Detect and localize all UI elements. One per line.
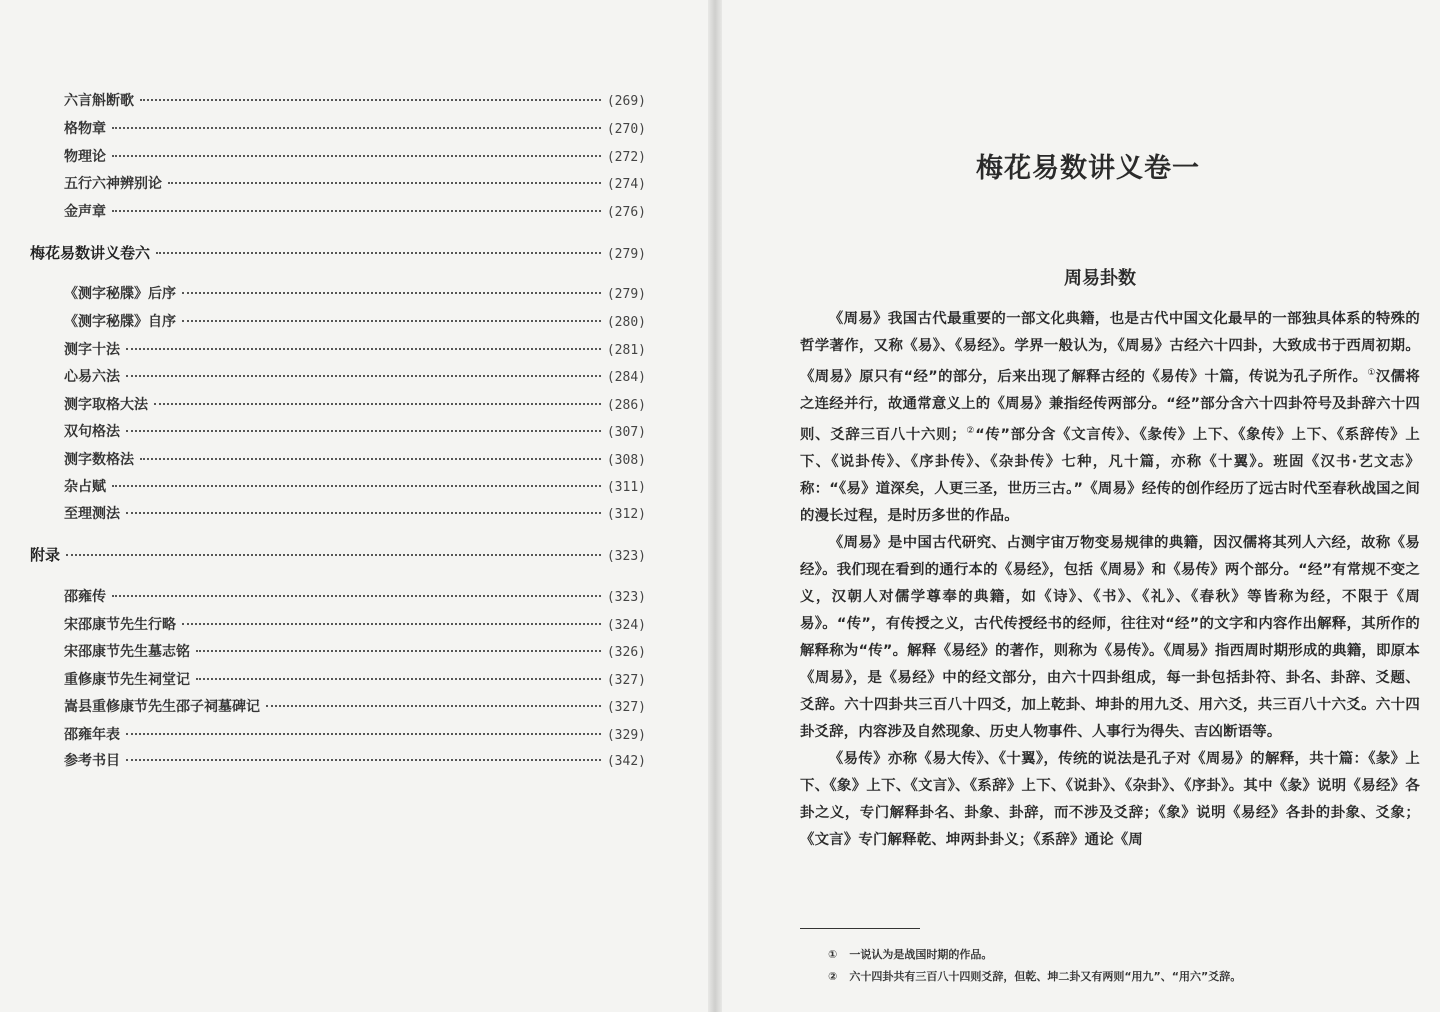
toc-leader-dots bbox=[140, 99, 601, 101]
toc-leader-dots bbox=[126, 512, 601, 514]
toc-entry-label: 物理论 bbox=[64, 149, 106, 165]
toc-entry-label: 参考书目 bbox=[64, 753, 120, 769]
toc-entry[interactable] bbox=[64, 313, 646, 332]
toc-page-number: (274) bbox=[606, 177, 646, 192]
footnotes bbox=[828, 944, 1241, 988]
toc-entry-label: 邵雍传 bbox=[64, 589, 106, 605]
toc-entry-label: 《测字秘牒》自序 bbox=[64, 314, 176, 330]
toc-page-number: (279) bbox=[606, 287, 646, 302]
toc-page-number: (269) bbox=[606, 94, 646, 109]
toc-page-number: (280) bbox=[606, 315, 646, 330]
toc-leader-dots bbox=[156, 252, 601, 254]
footnote-ref-2[interactable]: ② bbox=[965, 425, 976, 436]
toc-page-number: (312) bbox=[606, 507, 646, 522]
toc-leader-dots bbox=[126, 348, 601, 350]
toc-leader-dots bbox=[112, 210, 601, 212]
toc-entry[interactable] bbox=[64, 203, 646, 222]
toc-page-number: (324) bbox=[606, 618, 646, 633]
toc-entry-label: 重修康节先生祠堂记 bbox=[64, 672, 190, 688]
toc-entry[interactable] bbox=[64, 92, 646, 111]
paragraph-2: 《周易》是中国古代研究、占测宇宙万物变易规律的典籍，因汉儒将其列人六经，故称《易经》。我们现在看到的通行本的《易经》，包括《周易》和《易传》两个部分。“经”有常规不变之义，汉朝人对儒学尊奉的典籍，如《诗》、《书》、《礼》、《春秋》等皆称为经，不限于《周易》。“传”，有传授之义，古代传授经书的经师，往往对“经”的文字和内容作出解释，其所作的解释称为“传”。解释《易经》的著作，则称为《易传》。《周易》指西周时期形成的典籍，即原本《周易》，是《易经》中的经文部分，由六十四卦组成，每一卦包括卦符、卦名、卦辞、爻题、爻辞。六十四卦共三百八十四爻，加上乾卦、坤卦的用九爻、用六爻，共三百八十六爻。六十四卦爻辞，内容涉及自然现象、历史人物事件、人事行为得失、吉凶断语等。 bbox=[800, 534, 1420, 740]
toc-page-number: (307) bbox=[606, 425, 646, 440]
toc-page-number: (342) bbox=[606, 754, 646, 769]
toc-leader-dots bbox=[196, 650, 601, 652]
toc-entry[interactable] bbox=[64, 752, 646, 771]
toc-leader-dots bbox=[126, 430, 601, 432]
toc-entry[interactable] bbox=[64, 148, 646, 167]
toc-page-number: (327) bbox=[606, 700, 646, 715]
toc-page-number: (276) bbox=[606, 205, 646, 220]
toc-entry[interactable] bbox=[64, 396, 646, 415]
toc-entry[interactable] bbox=[64, 698, 646, 717]
toc-entry-label: 嵩县重修康节先生邵子祠墓碑记 bbox=[64, 699, 260, 715]
toc-entry[interactable] bbox=[64, 588, 646, 607]
chapter-title: 梅花易数讲义卷一 bbox=[976, 153, 1200, 184]
toc-entry-label: 测字十法 bbox=[64, 342, 120, 358]
toc-entry[interactable] bbox=[64, 423, 646, 442]
toc-entry-label: 五行六神辨别论 bbox=[64, 176, 162, 192]
footnote-mark: ① bbox=[828, 948, 838, 961]
toc-page-number: (272) bbox=[606, 150, 646, 165]
toc-entry[interactable] bbox=[64, 175, 646, 194]
toc-page-number: (311) bbox=[606, 480, 646, 495]
toc-entry[interactable] bbox=[64, 643, 646, 662]
footnote-1 bbox=[828, 944, 1241, 966]
toc-leader-dots bbox=[182, 320, 601, 322]
toc-leader-dots bbox=[140, 458, 601, 460]
toc-leader-dots bbox=[168, 182, 601, 184]
toc-entry[interactable] bbox=[64, 341, 646, 360]
toc-leader-dots bbox=[182, 623, 601, 625]
toc-page-number: (279) bbox=[606, 247, 646, 262]
toc-leader-dots bbox=[182, 292, 601, 294]
toc-page-number: (270) bbox=[606, 122, 646, 137]
toc-page-number: (323) bbox=[606, 549, 646, 564]
toc-entry-label: 宋邵康节先生行略 bbox=[64, 617, 176, 633]
toc-leader-dots bbox=[196, 678, 601, 680]
section-title: 周易卦数 bbox=[1064, 268, 1136, 289]
footnote-text: 六十四卦共有三百八十四则爻辞，但乾、坤二卦又有两则“用九”、“用六”爻辞。 bbox=[849, 970, 1242, 983]
toc-leader-dots bbox=[112, 485, 601, 487]
toc-entry-label: 金声章 bbox=[64, 204, 106, 220]
toc-leader-dots bbox=[266, 705, 601, 707]
toc-entry-label: 格物章 bbox=[64, 121, 106, 137]
toc-page-number: (326) bbox=[606, 645, 646, 660]
toc-entry[interactable] bbox=[64, 505, 646, 524]
toc-entry-label: 至理测法 bbox=[64, 506, 120, 522]
toc-entry[interactable] bbox=[64, 671, 646, 690]
toc-page-number: (284) bbox=[606, 370, 646, 385]
toc-entry-label: 《测字秘牒》后序 bbox=[64, 286, 176, 302]
toc-page-number: (323) bbox=[606, 590, 646, 605]
toc-leader-dots bbox=[126, 733, 601, 735]
toc-entry-label: 梅花易数讲义卷六 bbox=[30, 244, 151, 262]
toc-entry-label: 心易六法 bbox=[64, 369, 120, 385]
book-gutter bbox=[708, 0, 722, 1012]
toc-entry-label: 杂占赋 bbox=[64, 479, 106, 495]
toc-page-number: (281) bbox=[606, 343, 646, 358]
toc-entry-label: 测字取格大法 bbox=[64, 397, 148, 413]
toc-entry[interactable] bbox=[64, 451, 646, 470]
toc-chapter-entry[interactable] bbox=[30, 546, 646, 566]
toc-page-number: (329) bbox=[606, 728, 646, 743]
toc-chapter-entry[interactable] bbox=[30, 244, 646, 264]
toc-page-number: (286) bbox=[606, 398, 646, 413]
paragraph-1: 《周易》我国古代最重要的一部文化典籍，也是古代中国文化最早的一部独具体系的特殊的哲学著作，又称《易》、《易经》。学界一般认为，《周易》古经六十四卦，大致成书于西周初期。《周易》原只有“经”的部分，后来出现了解释古经的《易传》十篇，传说为孔子所作。①汉儒将之连经并行，故通常意义上的《周易》兼指经传两部分。“经”部分含六十四卦符号及卦辞六十四则、爻辞三百八十六则；②“传”部分含《文言传》、《彖传》上下、《象传》上下、《系辞传》上下、《说卦传》、《序卦传》、《杂卦传》七种，凡十篇，亦称《十翼》。班固《汉书·艺文志》称：“《易》道深矣，人更三圣，世历三古。”《周易》经传的创作经历了远古时代至春秋战国之间的漫长过程，是时历多世的作品。 bbox=[800, 311, 1420, 524]
toc-page-number: (308) bbox=[606, 453, 646, 468]
toc-entry[interactable] bbox=[64, 285, 646, 304]
toc-entry-label: 附录 bbox=[30, 546, 61, 564]
toc-leader-dots bbox=[112, 155, 601, 157]
toc-leader-dots bbox=[154, 403, 601, 405]
footnote-ref-1[interactable]: ① bbox=[1367, 368, 1376, 378]
toc-entry[interactable] bbox=[64, 478, 646, 497]
paragraph-3: 《易传》亦称《易大传》、《十翼》，传统的说法是孔子对《周易》的解释，共十篇：《彖》上下、《象》上下、《文言》、《系辞》上下、《说卦》、《杂卦》、《序卦》。其中《彖》说明《易经》各卦之义，专门解释卦名、卦象、卦辞，而不涉及爻辞；《象》说明《易经》各卦的卦象、爻象；《文言》专门解释乾、坤两卦卦义；《系辞》通论《周 bbox=[800, 750, 1420, 848]
toc-entry[interactable] bbox=[64, 368, 646, 387]
toc-leader-dots bbox=[112, 127, 601, 129]
chapter-body bbox=[800, 306, 1420, 854]
toc-page-number: (327) bbox=[606, 673, 646, 688]
toc-entry-label: 宋邵康节先生墓志铭 bbox=[64, 644, 190, 660]
footnote-divider bbox=[800, 928, 920, 929]
toc-leader-dots bbox=[66, 554, 601, 556]
toc-entry[interactable] bbox=[64, 120, 646, 139]
toc-leader-dots bbox=[126, 375, 601, 377]
toc-entry[interactable] bbox=[64, 726, 646, 745]
footnote-2 bbox=[828, 966, 1241, 988]
toc-entry-label: 邵雍年表 bbox=[64, 727, 120, 743]
toc-entry-label: 双句格法 bbox=[64, 424, 120, 440]
footnote-mark: ② bbox=[828, 970, 838, 983]
toc-leader-dots bbox=[126, 759, 601, 761]
toc-entry-label: 测字数格法 bbox=[64, 452, 134, 468]
footnote-text: 一说认为是战国时期的作品。 bbox=[849, 948, 993, 961]
toc-entry-label: 六言斛断歌 bbox=[64, 93, 134, 109]
toc-entry[interactable] bbox=[64, 616, 646, 635]
toc-leader-dots bbox=[112, 595, 601, 597]
